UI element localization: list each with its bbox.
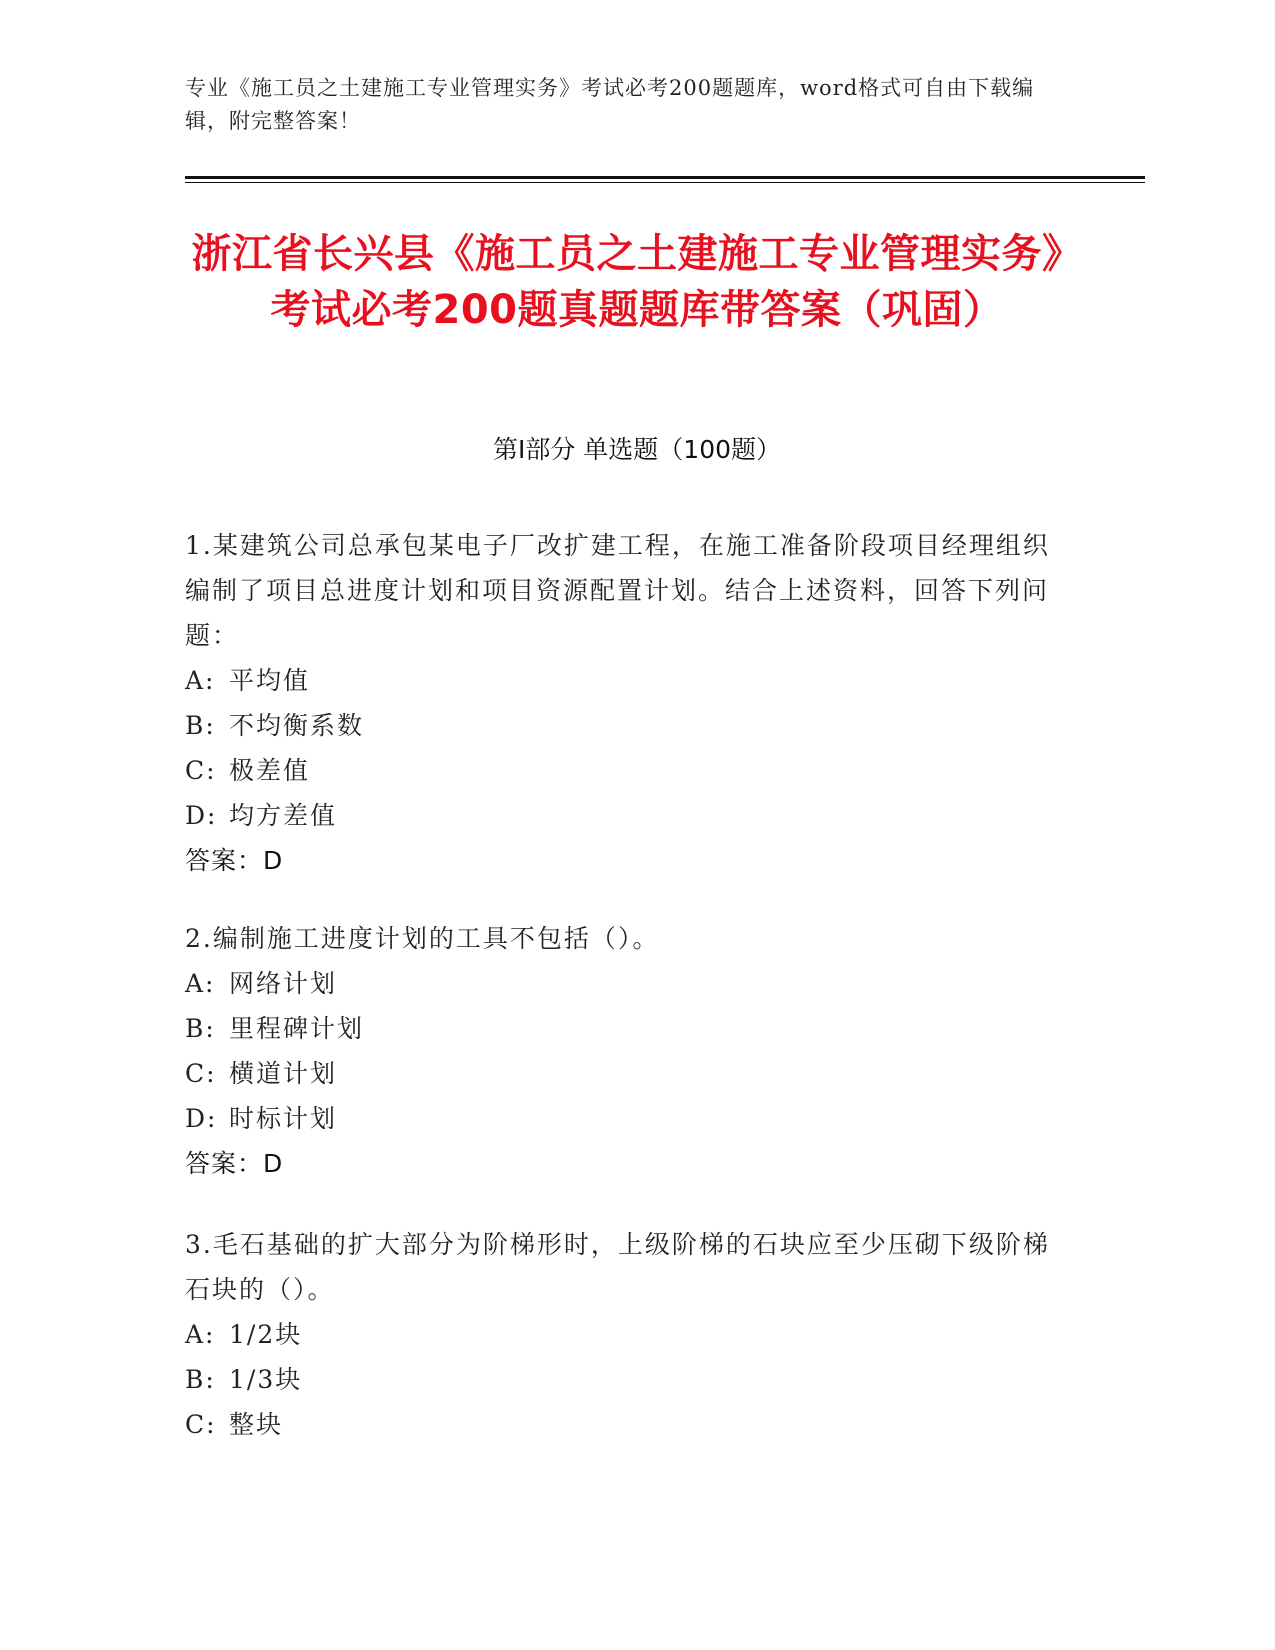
option-text: 整块: [229, 1410, 284, 1439]
option-text: 1/3块: [229, 1365, 303, 1394]
option-text: 里程碑计划: [229, 1014, 365, 1043]
option-key: B:: [185, 1014, 216, 1043]
header-note: 专业《施工员之土建施工专业管理实务》考试必考200题题库，word格式可自由下载编辑，附完整答案！: [185, 76, 1035, 133]
option-text: 均方差值: [229, 801, 338, 830]
option-text: 横道计划: [229, 1059, 338, 1088]
option-c: [185, 1051, 1065, 1096]
document-title: 浙江省长兴县《施工员之土建施工专业管理实务》考试必考200题真题题库带答案（巩固）: [191, 231, 1083, 333]
option-key: C:: [185, 1059, 217, 1088]
question-stem: 3.毛石基础的扩大部分为阶梯形时，上级阶梯的石块应至少压砌下级阶梯石块的（）。: [185, 1230, 1050, 1304]
option-b: [185, 1357, 1065, 1402]
option-text: 极差值: [229, 756, 311, 785]
option-key: A:: [185, 1320, 216, 1349]
option-a: [185, 961, 1065, 1006]
question-stem: 1.某建筑公司总承包某电子厂改扩建工程，在施工准备阶段项目经理组织编制了项目总进度计划和项目资源配置计划。结合上述资料，回答下列问题：: [185, 531, 1050, 650]
option-key: A:: [185, 969, 216, 998]
option-text: 不均衡系数: [229, 711, 365, 740]
question-3: [185, 1222, 1065, 1447]
option-text: 平均值: [229, 666, 311, 695]
option-key: B:: [185, 711, 216, 740]
section-title: 第I部分 单选题（100题）: [492, 435, 782, 464]
option-a: [185, 658, 1065, 703]
option-d: [185, 793, 1065, 838]
option-d: [185, 1096, 1065, 1141]
option-a: [185, 1312, 1065, 1357]
option-b: [185, 703, 1065, 748]
header-divider-thick: [185, 176, 1145, 179]
option-key: B:: [185, 1365, 216, 1394]
answer: 答案：D: [185, 1149, 284, 1178]
option-key: D:: [185, 1104, 218, 1133]
option-key: D:: [185, 801, 218, 830]
option-key: A:: [185, 666, 216, 695]
option-c: [185, 1402, 1065, 1447]
option-b: [185, 1006, 1065, 1051]
option-c: [185, 748, 1065, 793]
option-text: 时标计划: [229, 1104, 338, 1133]
answer: 答案：D: [185, 846, 284, 875]
option-text: 网络计划: [229, 969, 338, 998]
question-1: [185, 523, 1065, 883]
option-key: C:: [185, 1410, 217, 1439]
header-divider-thin: [185, 182, 1145, 183]
question-stem: 2.编制施工进度计划的工具不包括（）。: [185, 924, 660, 953]
question-2: [185, 916, 1065, 1186]
option-text: 1/2块: [229, 1320, 303, 1349]
option-key: C:: [185, 756, 217, 785]
